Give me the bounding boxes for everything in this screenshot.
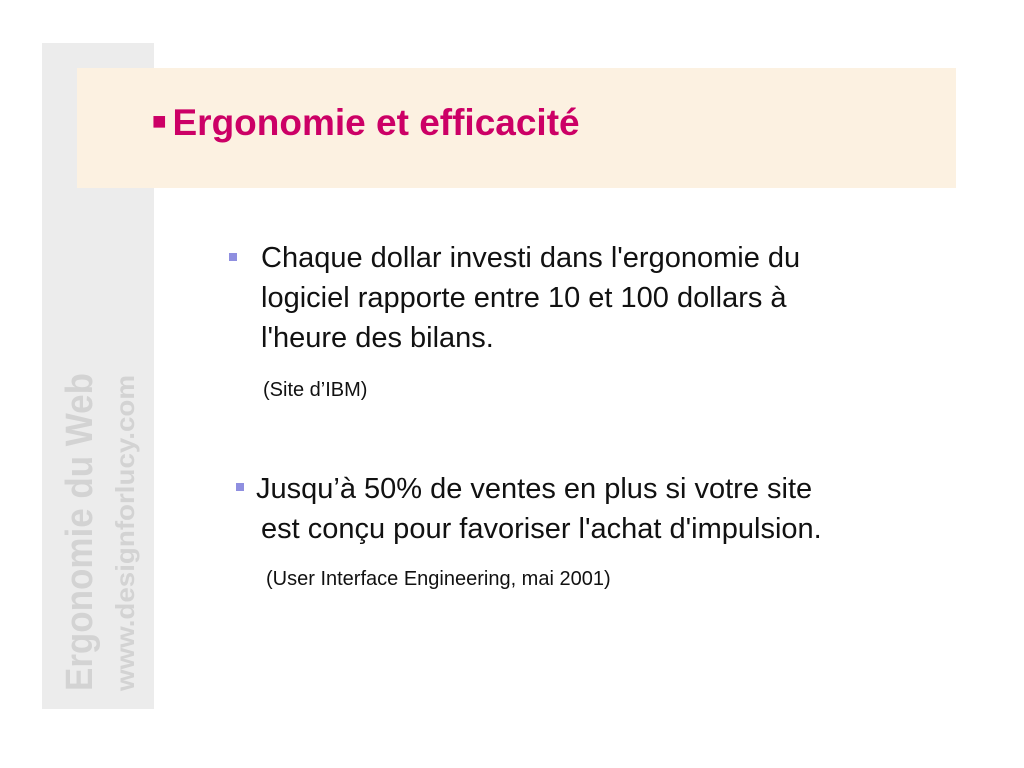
slide-title-text: Ergonomie et efficacité: [172, 102, 580, 143]
bullet-item-line: Jusqu’à 50% de ventes en plus si votre site: [256, 473, 813, 505]
side-logo-title: Ergonomie du Web: [59, 345, 101, 691]
bullet-item-line: est conçu pour favoriser l'achat d'impulsion.: [261, 513, 822, 545]
source-citation: (User Interface Engineering, mai 2001): [266, 568, 611, 590]
bullet-item-line: l'heure des bilans.: [261, 322, 494, 354]
slide-title: [152, 104, 580, 141]
bullet-item-1: [261, 238, 800, 358]
side-logo-url: www.designforlucy.com: [110, 394, 140, 691]
bullet-square-icon: [229, 253, 237, 261]
title-bullet-icon: ■: [152, 108, 167, 135]
bullet-item-line: logiciel rapporte entre 10 et 100 dollars à: [261, 282, 787, 314]
bullet-item-2: [256, 469, 822, 549]
bullet-square-icon: [236, 483, 244, 491]
source-citation: (Site d’IBM): [263, 379, 368, 401]
bullet-item-line: Chaque dollar investi dans l'ergonomie du: [261, 242, 801, 274]
